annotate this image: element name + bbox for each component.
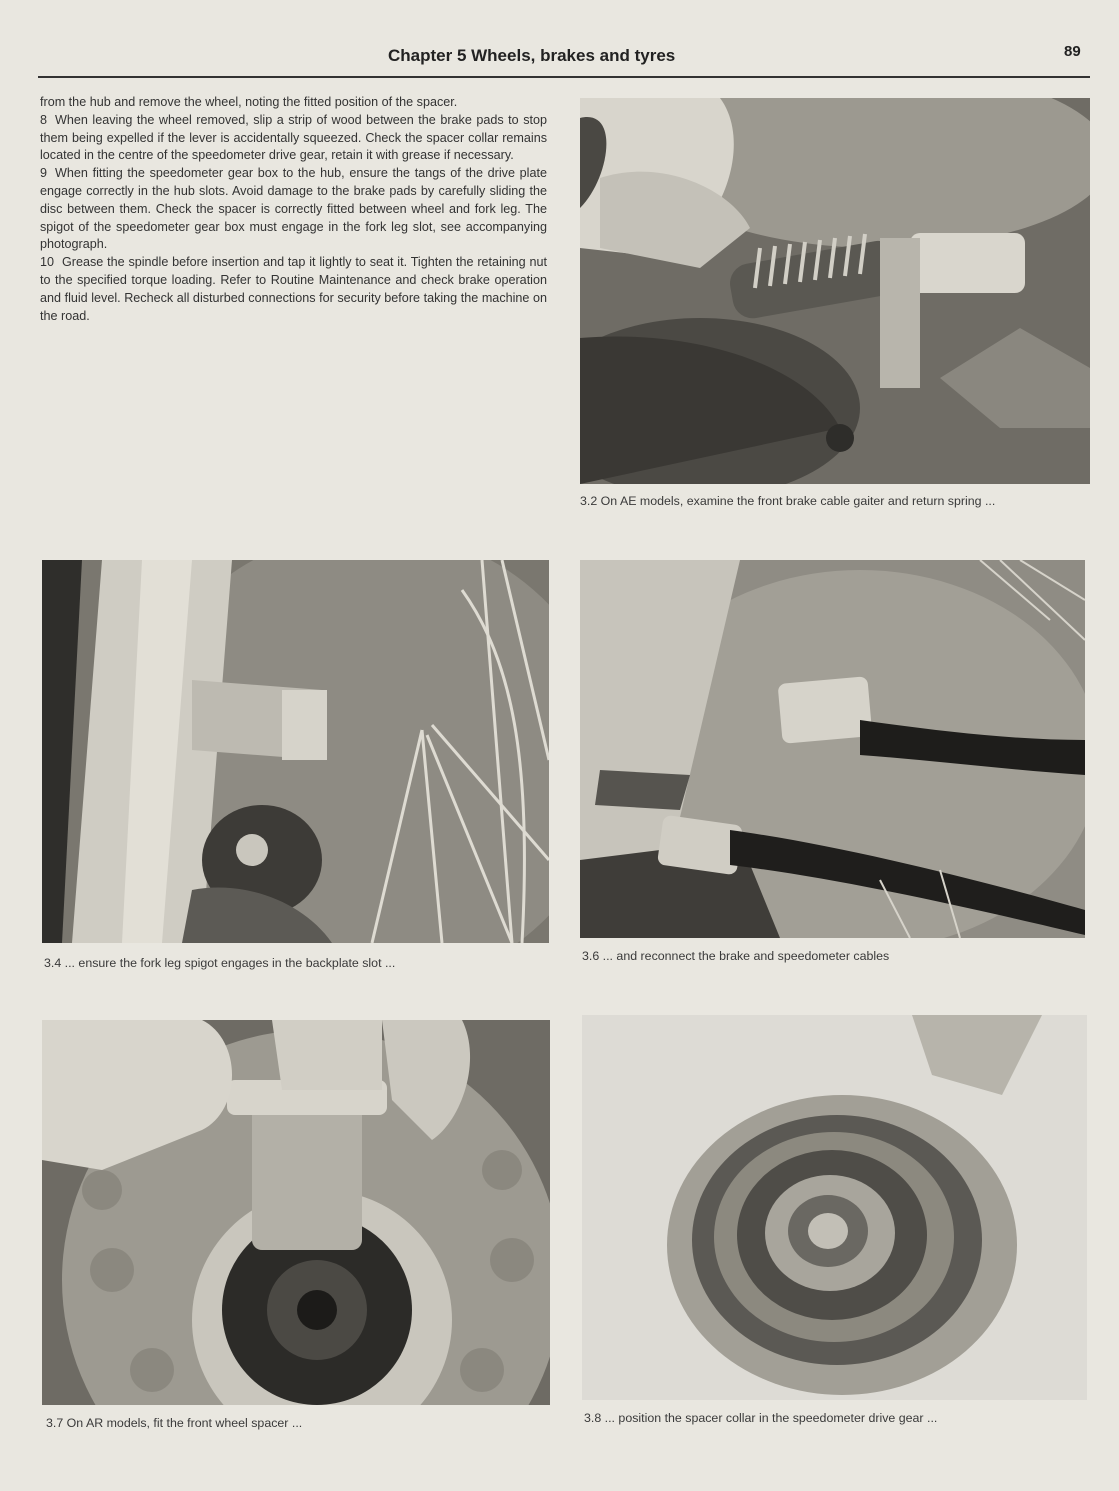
caption-3-6: 3.6 ... and reconnect the brake and speedometer cables [582, 949, 890, 963]
photo-3-2-brake-cable-spring [580, 98, 1090, 484]
caption-3-4: 3.4 ... ensure the fork leg spigot engages in the backplate slot ... [44, 956, 396, 970]
body-text [40, 94, 547, 325]
paragraph: 10 Grease the spindle before insertion and tap it lightly to seat it. Tighten the retaining nut to the specified torque loading. Refer to Routine Maintenance and check brake operation and fluid level. Recheck all disturbed connections for security before taking the machine on the road. [40, 255, 547, 323]
photo-3-4-fork-leg-spigot [42, 560, 549, 943]
paragraph: 8 When leaving the wheel removed, slip a strip of wood between the brake pads to stop them being expelled if the lever is accidentally squeezed. Check the spacer collar remains located in the centre of the speedometer drive gear, retain it with grease if necessary. [40, 112, 547, 163]
caption-3-2: 3.2 On AE models, examine the front brake cable gaiter and return spring ... [580, 494, 996, 508]
header-rule [38, 76, 1090, 78]
paragraph: from the hub and remove the wheel, noting the fitted position of the spacer. [40, 95, 458, 109]
page-number: 89 [1064, 43, 1081, 60]
chapter-title: Chapter 5 Wheels, brakes and tyres [388, 46, 676, 65]
caption-3-7: 3.7 On AR models, fit the front wheel spacer ... [46, 1416, 303, 1430]
photo-3-7-front-wheel-spacer [42, 1020, 550, 1405]
paragraph: 9 When fitting the speedometer gear box to the hub, ensure the tangs of the drive plate engage correctly in the hub slots. Avoid damage to the brake pads by carefully sliding the disc between them. Check the spacer is correctly fitted between wheel and fork leg. The spigot of the speedometer gear box must engage in the fork leg slot, see accompanying photograph. [40, 166, 547, 252]
caption-3-8: 3.8 ... position the spacer collar in the speedometer drive gear ... [584, 1411, 938, 1425]
photo-3-8-spacer-collar-drive-gear [582, 1015, 1087, 1400]
photo-3-6-brake-speedometer-cables [580, 560, 1085, 938]
